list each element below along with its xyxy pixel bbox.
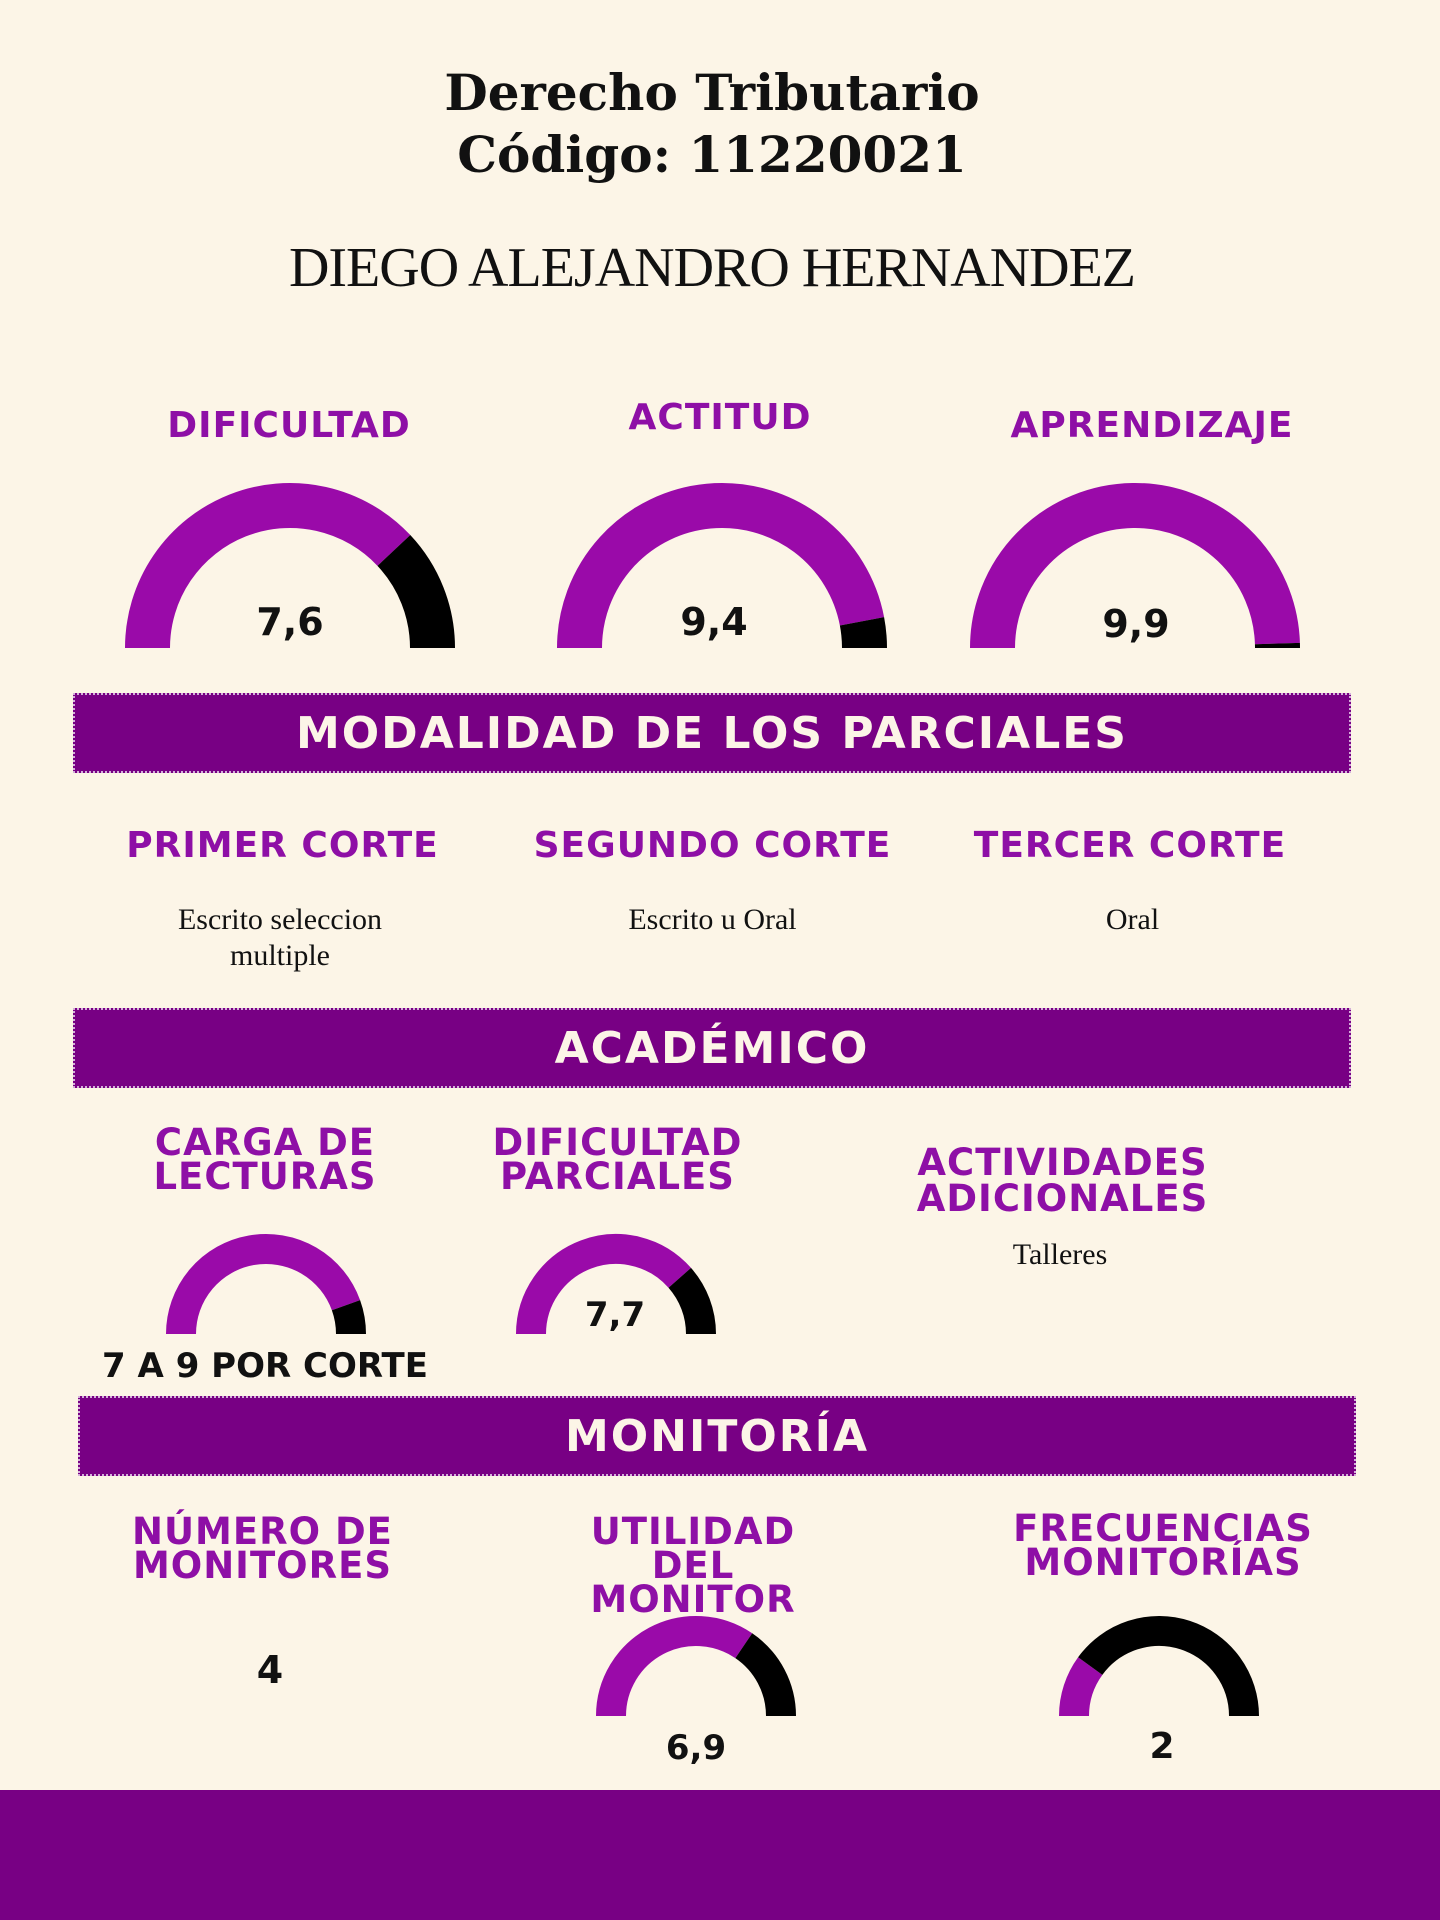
dificultad-parciales-label-line-2: PARCIALES (500, 1155, 735, 1198)
gauge-label-dificultad: DIFICULTAD (167, 405, 411, 446)
section-title-academico: ACADÉMICO (554, 1022, 870, 1074)
frecuencias-monitorias-value: 2 (1149, 1726, 1175, 1767)
carga-lecturas-label (140, 1121, 390, 1198)
frecuencias-monitorias-label (1008, 1507, 1318, 1584)
corte-label-segundo: SEGUNDO CORTE (533, 825, 892, 866)
course-title: Derecho Tributario (444, 63, 980, 122)
frecuencias-monitorias-label-line-2: MONITORÍAS (1024, 1541, 1302, 1584)
dificultad-parciales-label (485, 1121, 750, 1198)
section-band-modalidad (73, 693, 1351, 773)
gauge-carga-lecturas (152, 1220, 380, 1334)
course-code: Código: 11220021 (457, 125, 967, 184)
gauge-value-dificultad: 7,6 (256, 600, 324, 644)
gauge-actitud-remainder (862, 621, 865, 648)
numero-monitores-label-line-2: MONITORES (132, 1544, 393, 1587)
utilidad-monitor-value: 6,9 (665, 1728, 727, 1768)
carga-lecturas-label-line-2: LECTURAS (153, 1155, 377, 1198)
utilidad-monitor-label-line-1: UTILIDAD DEL (590, 1510, 796, 1587)
section-title-monitoria: MONITORÍA (564, 1410, 870, 1462)
gauge-dificultad-parciales-remainder (680, 1278, 701, 1334)
corte-label-tercer: TERCER CORTE (973, 825, 1287, 866)
gauge-frecuencias-monitorias-remainder (1090, 1631, 1244, 1716)
numero-monitores-value: 4 (256, 1648, 284, 1692)
dificultad-parciales-label-line-1: DIFICULTAD (492, 1121, 743, 1164)
actividades-value: Talleres (1012, 1238, 1108, 1271)
gauge-frecuencias-monitorias (1045, 1602, 1273, 1716)
section-band-academico (73, 1008, 1351, 1088)
corte-label-primer: PRIMER CORTE (126, 825, 439, 866)
actividades-label: ACTIVIDADES ADICIONALES (916, 1141, 1209, 1220)
carga-lecturas-label-line-1: CARGA DE (154, 1121, 376, 1164)
gauge-utilidad-monitor-remainder (744, 1646, 781, 1716)
gauge-value-actitud: 9,4 (680, 600, 748, 644)
professor-name: DIEGO ALEJANDRO HERNANDEZ (288, 237, 1136, 299)
gauge-label-actitud: ACTITUD (628, 397, 812, 438)
section-title-modalidad: MODALIDAD DE LOS PARCIALES (295, 707, 1128, 759)
carga-lecturas-value: 7 A 9 POR CORTE (102, 1346, 428, 1386)
gauge-carga-lecturas-remainder (346, 1305, 351, 1334)
corte-text-primer-line-1: Escrito seleccion (177, 903, 383, 936)
corte-text-segundo: Escrito u Oral (628, 903, 797, 936)
numero-monitores-label (130, 1510, 395, 1587)
numero-monitores-label-line-1: NÚMERO DE (132, 1510, 393, 1553)
corte-text-primer-line-2: multiple (230, 939, 330, 972)
corte-text-tercer: Oral (1105, 903, 1160, 936)
corte-text-primer (120, 902, 440, 974)
gauge-frecuencias-monitorias-fill (1074, 1666, 1090, 1716)
gauge-value-aprendizaje: 9,9 (1102, 602, 1170, 646)
footer-bar (0, 1790, 1440, 1920)
gauge-dificultad-remainder (394, 550, 433, 648)
gauge-utilidad-monitor (582, 1602, 810, 1716)
utilidad-monitor-label-line-2: MONITOR (590, 1578, 796, 1621)
gauge-utilidad-monitor-fill (611, 1631, 744, 1716)
dificultad-parciales-value: 7,7 (584, 1295, 646, 1335)
gauge-label-aprendizaje: APRENDIZAJE (1010, 405, 1294, 446)
gauge-carga-lecturas-fill (181, 1249, 346, 1334)
frecuencias-monitorias-label-line-1: FRECUENCIAS (1013, 1507, 1313, 1550)
section-band-monitoria (78, 1396, 1356, 1476)
